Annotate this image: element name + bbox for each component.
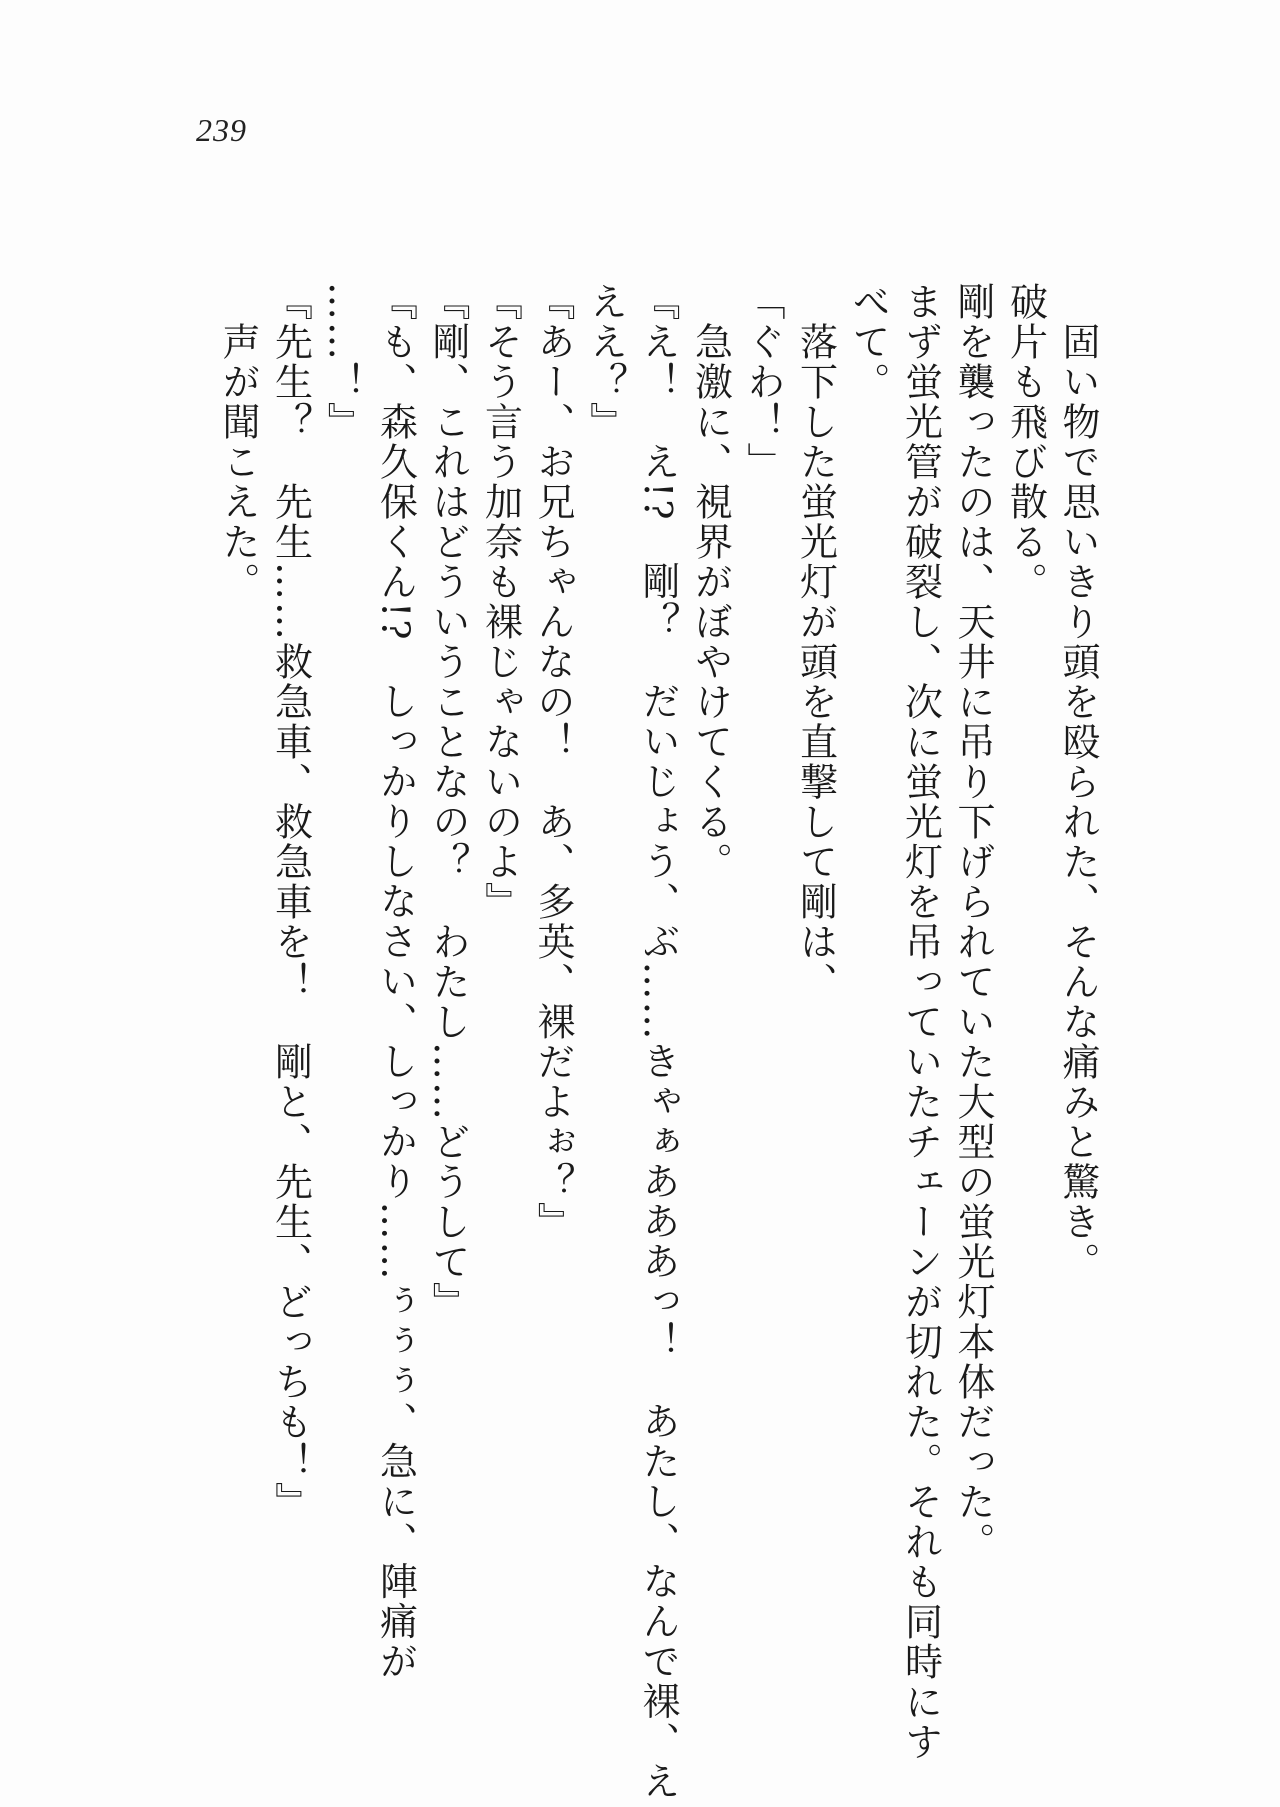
page-number: 239 [196, 112, 247, 148]
vertical-text-body [144, 282, 1104, 1802]
text-line: 『あー、お兄ちゃんなの！ あ、多英、裸だよぉ？』 [531, 282, 575, 1242]
text-line: まず蛍光管が破裂し、次に蛍光灯を吊っていたチェーンが切れた。それも同時にす [898, 282, 943, 1762]
text-line: 『剛、これはどういうことなの？ わたし……どうして』 [426, 282, 470, 1322]
text-line: ……！』 [321, 282, 365, 442]
text-line: 剛を襲ったのは、天井に吊り下げられていた大型の蛍光灯本体だった。 [951, 282, 995, 1562]
text-line: 「ぐわ！」 [741, 282, 785, 482]
text-line: ええ？』 [583, 282, 628, 442]
text-line: 『も、森久保くん!? しっかりしなさい、しっかり……ぅぅぅ、急に、陣痛が [373, 282, 418, 1682]
text-line: べて。 [846, 282, 890, 402]
text-line: 破片も飛び散る。 [1003, 282, 1048, 602]
text-line: 『先生？ 先生……救急車、救急車を！ 剛と、先生、どっちも！』 [268, 282, 313, 1522]
text-line: 声が聞こえた。 [216, 322, 260, 602]
text-line: 落下した蛍光灯が頭を直撃して剛は、 [793, 322, 838, 1002]
text-line: 固い物で思いきり頭を殴られた、そんな痛みと驚き。 [1056, 322, 1100, 1282]
text-line: 『え！ え!? 剛？ だいじょう、ぶ……きゃぁあああっ！ あたし、なんで裸、え [636, 282, 680, 1802]
text-line: 急激に、視界がぼやけてくる。 [688, 322, 733, 882]
text-line: 『そう言う加奈も裸じゃないのよ』 [478, 282, 523, 922]
